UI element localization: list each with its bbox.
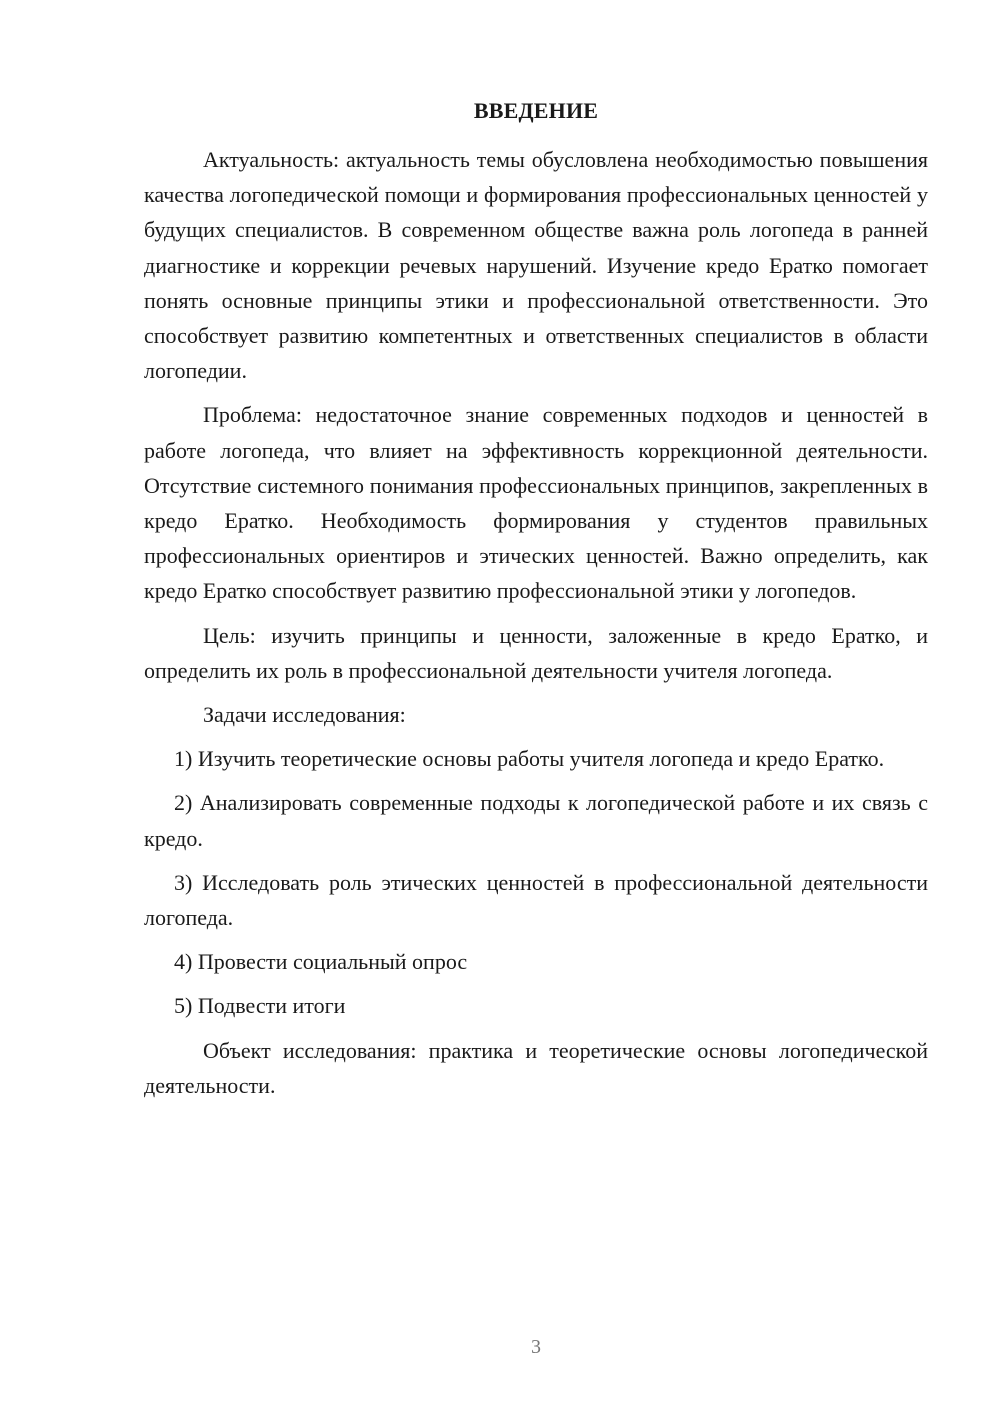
page-title: ВВЕДЕНИЕ — [473, 98, 599, 123]
document-body — [144, 142, 928, 1103]
task-item: 2) Анализировать современные подходы к логопедической работе и их связь с кредо. — [144, 790, 928, 851]
page-number: 3 — [531, 1336, 541, 1358]
task-item: 5) Подвести итоги — [174, 993, 346, 1019]
task-item: 4) Провести социальный опрос — [174, 949, 468, 975]
problem-paragraph: Проблема: недостаточное знание современных подходов и ценностей в работе логопеда, что влияет на эффективность коррекционной деятельности. Отсутствие системного понимания профессиональных принципов, закрепленных в кредо Ератко. Необходимость формирования у студентов правильных профессиональных ориентиров и этических ценностей. Важно определить, как кредо Ератко способствует развитию профессиональной этики у логопедов. — [144, 402, 928, 604]
tasks-heading: Задачи исследования: — [203, 702, 406, 728]
task-item: 3) Исследовать роль этических ценностей в профессиональной деятельности логопеда. — [144, 869, 928, 931]
relevance-paragraph: Актуальность: актуальность темы обусловлена необходимостью повышения качества логопедической помощи и формирования профессиональных ценностей у будущих специалистов. В современном обществе важна роль логопеда в ранней диагностике и коррекции речевых нарушений. Изучение кредо Ератко помогает понять основные принципы этики и профессиональной ответственности. Это способствует развитию компетентных и ответственных специалистов в области логопедии. — [144, 147, 928, 384]
task-item: 1) Изучить теоретические основы работы учителя логопеда и кредо Ератко. — [174, 746, 885, 772]
goal-paragraph: Цель: изучить принципы и ценности, заложенные в кредо Ератко, и определить их роль в профессиональной деятельности учителя логопеда. — [144, 622, 928, 683]
object-paragraph: Объект исследования: практика и теоретические основы логопедической деятельности. — [144, 1037, 928, 1098]
